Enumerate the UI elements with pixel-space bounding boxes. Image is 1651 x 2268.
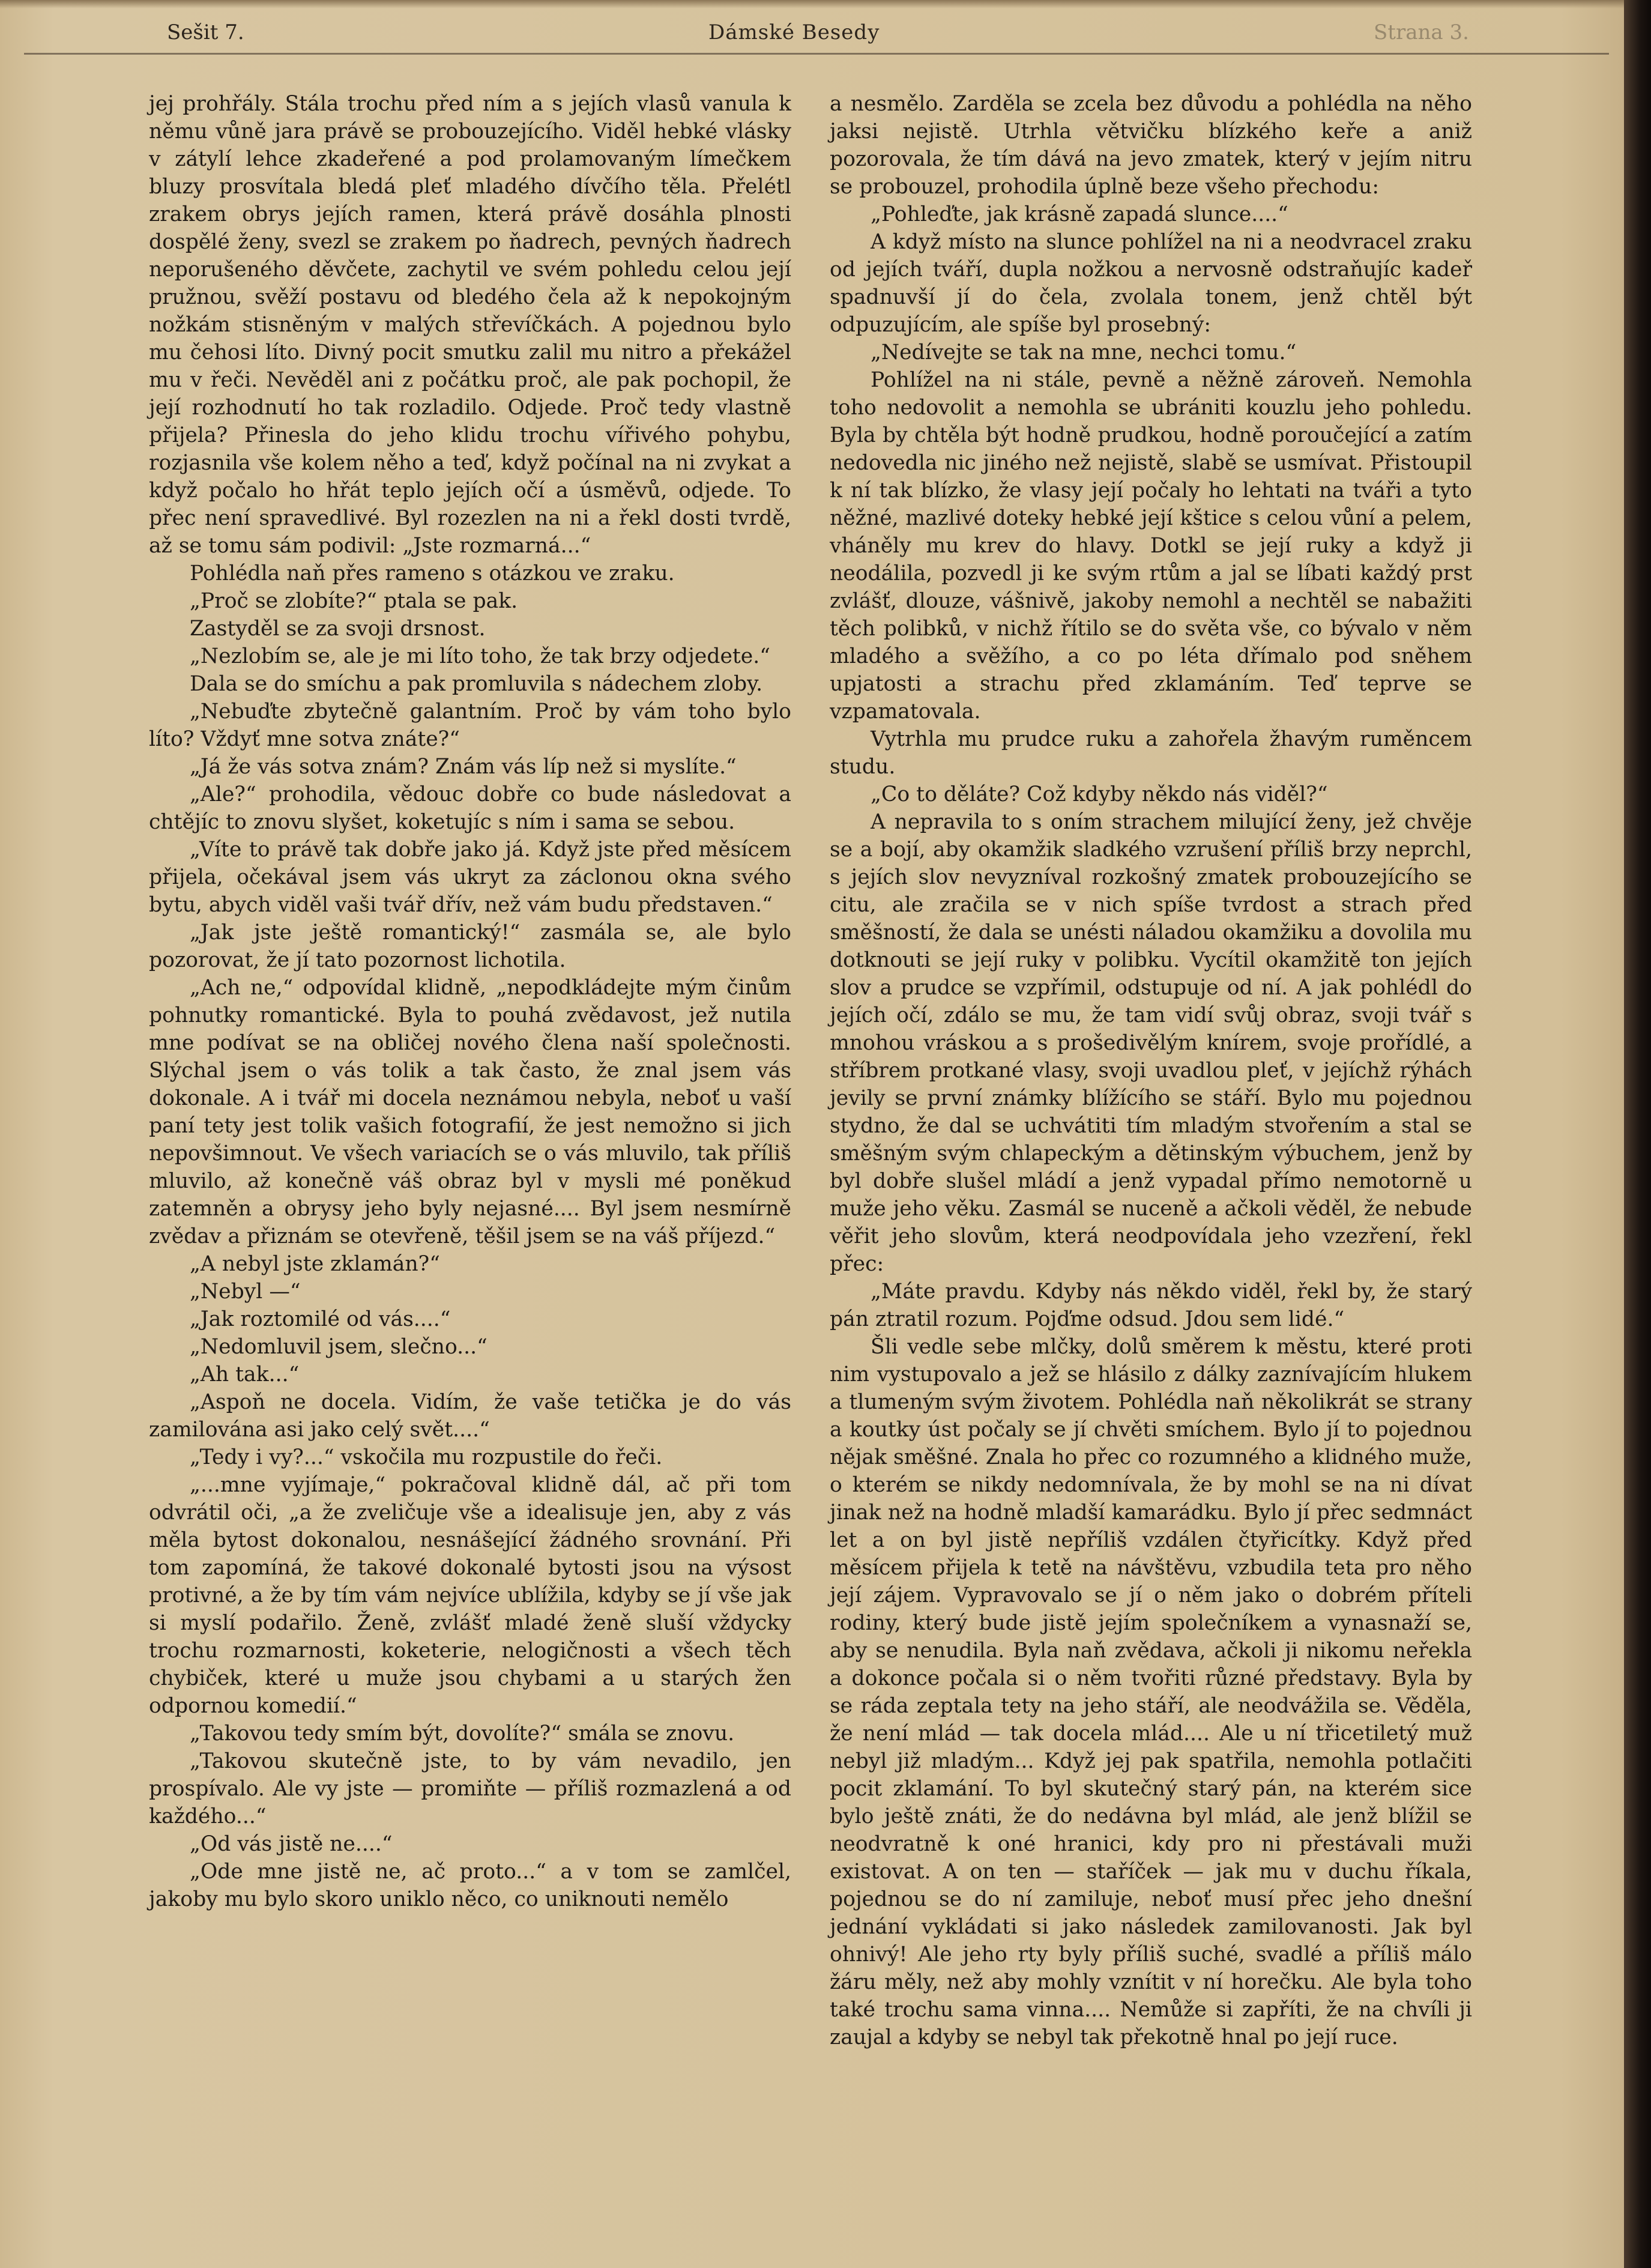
paragraph: „Pohleďte, jak krásně zapadá slunce....“ bbox=[871, 202, 1288, 226]
paragraph: „Co to děláte? Což kdyby někdo nás viděl?“ bbox=[871, 782, 1328, 806]
paragraph: „Aspoň ne docela. Vidím, že vaše tetička je do vás zamilována asi jako celý svět....“ bbox=[149, 1390, 791, 1442]
page-number: Strana 3. bbox=[1374, 20, 1469, 44]
paragraph: „Takovou tedy smím být, dovolíte?“ smála se znovu. bbox=[190, 1722, 735, 1746]
paragraph: „Proč se zlobíte?“ ptala se pak. bbox=[190, 589, 518, 613]
header-rule bbox=[24, 53, 1609, 55]
paragraph: „Ode mne jistě ne, ač proto...“ a v tom se zamlčel, jakoby mu bylo skoro uniklo něco, co uniknouti nemělo bbox=[149, 1860, 791, 1911]
book-gutter bbox=[1624, 0, 1651, 2268]
paragraph: Vytrhla mu prudce ruku a zahořela žhavým ruměncem studu. bbox=[830, 727, 1472, 779]
paragraph: A nepravila to s oním strachem milující ženy, jež chvěje se a bojí, aby okamžik sladkého vzrušení příliš brzy neprchl, s jejích slov nevyzníval rozkošný zmatek probouzejícího se citu, ale zračila se v nich spíše tvrdost a strach před směšností, že dala se unésti náladou okamžiku a dovolila mu dotknouti se její ruky v polibku. Vycítil okamžitě ton jejích slov a prudce se vzpřímil, odstupuje od ní. A jak pohlédl do jejích očí, zdálo se mu, že tam vidí svůj obraz, svoji tvář s mnohou vráskou a s prošedivělým knírem, svoje prořídlé, a stříbrem protkané vlasy, svoji uvadlou pleť, v jejíchž rýhách jevily se první známky blížícího se stáří. Bylo mu pojednou stydno, že dal se uchvátiti tím mladým stvořením a stal se směšným svým chlapeckým a dětinským výbuchem, jenž by byl dobře slušel mládí a jenž vypadal přímo nemotorně u muže jeho věku. Zasmál se nuceně a ačkoli věděl, že nebude věřit jeho slovům, která neodpovídala jeho vzezření, řekl přec: bbox=[830, 810, 1472, 1276]
paragraph: Pohlížel na ni stále, pevně a něžně zároveň. Nemohla toho nedovolit a nemohla se ubrániti kouzlu jeho pohledu. Byla by chtěla být hodně prudkou, hodně poroučející a zatím nedovedla nic jiného než nejistě, slabě se usmívat. Přistoupil k ní tak blízko, že vlasy její počaly ho lehtati na tváři a tyto něžné, mazlivé doteky hebké její kštice s celou vůní a pelem, vháněly mu krev do hlavy. Dotkl se její ruky a když ji neodálila, pozvedl ji ke svým rtům a jal se líbati každý prst zvlášť, dlouze, vášnivě, jakoby nemohl a nechtěl se nabažiti těch polibků, v nichž řítilo se do světa vše, co bývalo v něm mladého a svěžího, a co po léta dřímalo pod sněhem upjatosti a strachu před zklamáním. Teď teprve se vzpamatovala. bbox=[830, 368, 1472, 724]
paragraph: „A nebyl jste zklamán?“ bbox=[190, 1252, 440, 1276]
paragraph: Zastyděl se za svoji drsnost. bbox=[190, 617, 486, 641]
paragraph: „...mne vyjímaje,“ pokračoval klidně dál, ač při tom odvrátil oči, „a že zveličuje vše a idealisuje jen, aby z vás měla bytost dokonalou, nesnášející žádného srovnání. Při tom zapomíná, že takové dokonalé bytosti jsou na výsost protivné, a že by tím vám nejvíce ublížila, kdyby se jí vše jak si myslí podařilo. Ženě, zvlášť mladé ženě sluší vždycky trochu rozmarnosti, koketerie, nelogičnosti a všech těch chybiček, které u muže jsou chybami a u starých žen odpornou komedií.“ bbox=[149, 1473, 791, 1718]
paragraph: A když místo na slunce pohlížel na ni a neodvracel zraku od jejích tváří, dupla nožkou a nervosně odstraňujíc kadeř spadnuvší jí do čela, zvolala tonem, jenž chtěl být odpuzujícím, ale spíše byl prosebný: bbox=[830, 230, 1472, 337]
page-header bbox=[0, 16, 1624, 52]
paragraph: Šli vedle sebe mlčky, dolů směrem k městu, které proti nim vystupovalo a jež se hlásilo z dálky zaznívajícím hlukem a tlumeným svým životem. Pohlédla naň několikrát se strany a koutky úst počaly se jí chvěti smíchem. Bylo jí to pojednou nějak směšné. Znala ho přec co rozumného a klidného muže, o kterém se nikdy nedomnívala, že by mohl se na ni dívat jinak než na hodně mladší kamarádku. Bylo jí přec sedmnáct let a on byl jistě nepříliš vzdálen čtyřicítky. Když před měsícem přijela k tetě na návštěvu, vzbudila teta pro něho její zájem. Vypravovalo se jí o něm jako o dobrém příteli rodiny, který bude jistě jejím společníkem a vynasnaží se, aby se nenudila. Byla naň zvědava, ačkoli ji nikomu neřekla a dokonce počala si o něm tvořiti různé představy. Byla by se ráda zeptala tety na jeho stáří, ale neodvážila se. Věděla, že není mlád — tak docela mlád.... Ale u ní třicetiletý muž nebyl již mladým... Když jej pak spatřila, nemohla potlačiti pocit zklamání. To byl skutečný starý pán, na kterém sice bylo ještě znáti, že do nedávna byl mlád, ale jenž blížil se neodvratně k oné hranici, kdy pro ni přestávali muži existovat. A on ten — staříček — jak mu v duchu říkala, pojednou se do ní zamiluje, neboť musí přec jeho dnešní jednání vykládati si jako následek zamilovanosti. Jak byl ohnivý! Ale jeho rty byly příliš suché, svadlé a příliš málo žáru měly, než aby mohly vznítit v ní horečku. Ale byla toho také trochu sama vinna.... Nemůže si zapříti, že na chvíli ji zaujal a kdyby se nebyl tak překotně hnal po její ruce. bbox=[830, 1335, 1472, 2049]
magazine-title: Dámské Besedy bbox=[708, 20, 880, 44]
paragraph: „Máte pravdu. Kdyby nás někdo viděl, řekl by, že starý pán ztratil rozum. Pojďme odsud. Jdou sem lidé.“ bbox=[830, 1280, 1472, 1331]
right-column bbox=[830, 90, 1472, 2051]
paragraph: „Nebuďte zbytečně galantním. Proč by vám toho bylo líto? Vždyť mne sotva znáte?“ bbox=[149, 700, 791, 751]
paragraph: „Jak jste ještě romantický!“ zasmála se, ale bylo pozorovat, že jí tato pozornost lichotila. bbox=[149, 921, 791, 972]
paragraph: „Nedomluvil jsem, slečno...“ bbox=[190, 1335, 487, 1359]
paragraph: „Nebyl —“ bbox=[190, 1280, 301, 1304]
paragraph: „Takovou skutečně jste, to by vám nevadilo, jen prospívalo. Ale vy jste — promiňte — příliš rozmazlená a od každého...“ bbox=[149, 1749, 791, 1828]
paragraph: „Víte to právě tak dobře jako já. Když jste před měsícem přijela, očekával jsem vás ukryt za záclonou okna svého bytu, abych viděl vaši tvář dřív, než vám budu představen.“ bbox=[149, 838, 791, 917]
paragraph: a nesmělo. Zarděla se zcela bez důvodu a pohlédla na něho jaksi nejistě. Utrhla větvičku blízkého keře a aniž pozorovala, že tím dává na jevo zmatek, který v jejím nitru se probouzel, prohodila úplně beze všeho přechodu: bbox=[830, 92, 1472, 199]
paragraph: „Nezlobím se, ale je mi líto toho, že tak brzy odjedete.“ bbox=[190, 644, 770, 668]
paragraph: „Jak roztomilé od vás....“ bbox=[190, 1307, 451, 1331]
page-top-edge bbox=[0, 0, 1624, 8]
paragraph: Pohlédla naň přes rameno s otázkou ve zraku. bbox=[190, 561, 675, 585]
paragraph: „Ach ne,“ odpovídal klidně, „nepodkládejte mým činům pohnutky romantické. Byla to pouhá zvědavost, jež nutila mne podívat se na obličej nového člena naší společnosti. Slýchal jsem o vás tolik a tak často, že znal jsem vás dokonale. A i tvář mi docela neznámou nebyla, neboť u vaší paní tety jest tolik vašich fotografií, že jest nemožno si jich nepovšimnout. Ve všech variacích se o vás mluvilo, tak příliš mluvilo, až konečně váš obraz byl v mysli mé poněkud zatemněn a obrysy jeho byly nejasné.... Byl jsem nesmírně zvědav a přiznám se otevřeně, těšil jsem se na váš příjezd.“ bbox=[149, 976, 791, 1248]
paragraph: Dala se do smíchu a pak promluvila s nádechem zloby. bbox=[190, 672, 763, 696]
paragraph: „Ah tak...“ bbox=[190, 1362, 300, 1387]
paragraph: „Ale?“ prohodila, vědouc dobře co bude následovat a chtějíc to znovu slyšet, koketujíc s ním i sama se sebou. bbox=[149, 782, 791, 834]
left-column bbox=[149, 90, 791, 1913]
paragraph: „Nedívejte se tak na mne, nechci tomu.“ bbox=[871, 340, 1297, 364]
paragraph: „Od vás jistě ne....“ bbox=[190, 1832, 393, 1856]
paragraph: „Tedy i vy?...“ vskočila mu rozpustile do řeči. bbox=[190, 1445, 663, 1469]
paragraph: „Já že vás sotva znám? Znám vás líp než si myslíte.“ bbox=[190, 755, 737, 779]
paragraph: jej prohřály. Stála trochu před ním a s jejích vlasů vanula k němu vůně jara právě se probouzejícího. Viděl hebké vlásky v zátylí lehce zkadeřené a pod prolamovaným límečkem bluzy prosvítala bledá pleť mladého dívčího těla. Přelétl zrakem obrys jejích ramen, která právě dosáhla plnosti dospělé ženy, svezl se zrakem po ňadrech, pevných ňadrech neporušeného děvčete, zachytil ve svém pohledu celou její pružnou, svěží postavu od bledého čela až k nepokojným nožkám stisněným v malých střevíčkách. A pojednou bylo mu čehosi líto. Divný pocit smutku zalil mu nitro a překážel mu v řeči. Nevěděl ani z počátku proč, ale pak pochopil, že její rozhodnutí ho tak rozladilo. Odjede. Proč tedy vlastně přijela? Přinesla do jeho klidu trochu vířivého pohybu, rozjasnila vše kolem něho a teď, když počínal na ni zvykat a když počalo ho hřát teplo jejích očí a úsměvů, odjede. To přec není spravedlivé. Byl rozezlen na ni a řekl dosti tvrdě, až se tomu sám podivil: „Jste rozmarná...“ bbox=[149, 92, 791, 558]
issue-number: Sešit 7. bbox=[167, 20, 244, 44]
